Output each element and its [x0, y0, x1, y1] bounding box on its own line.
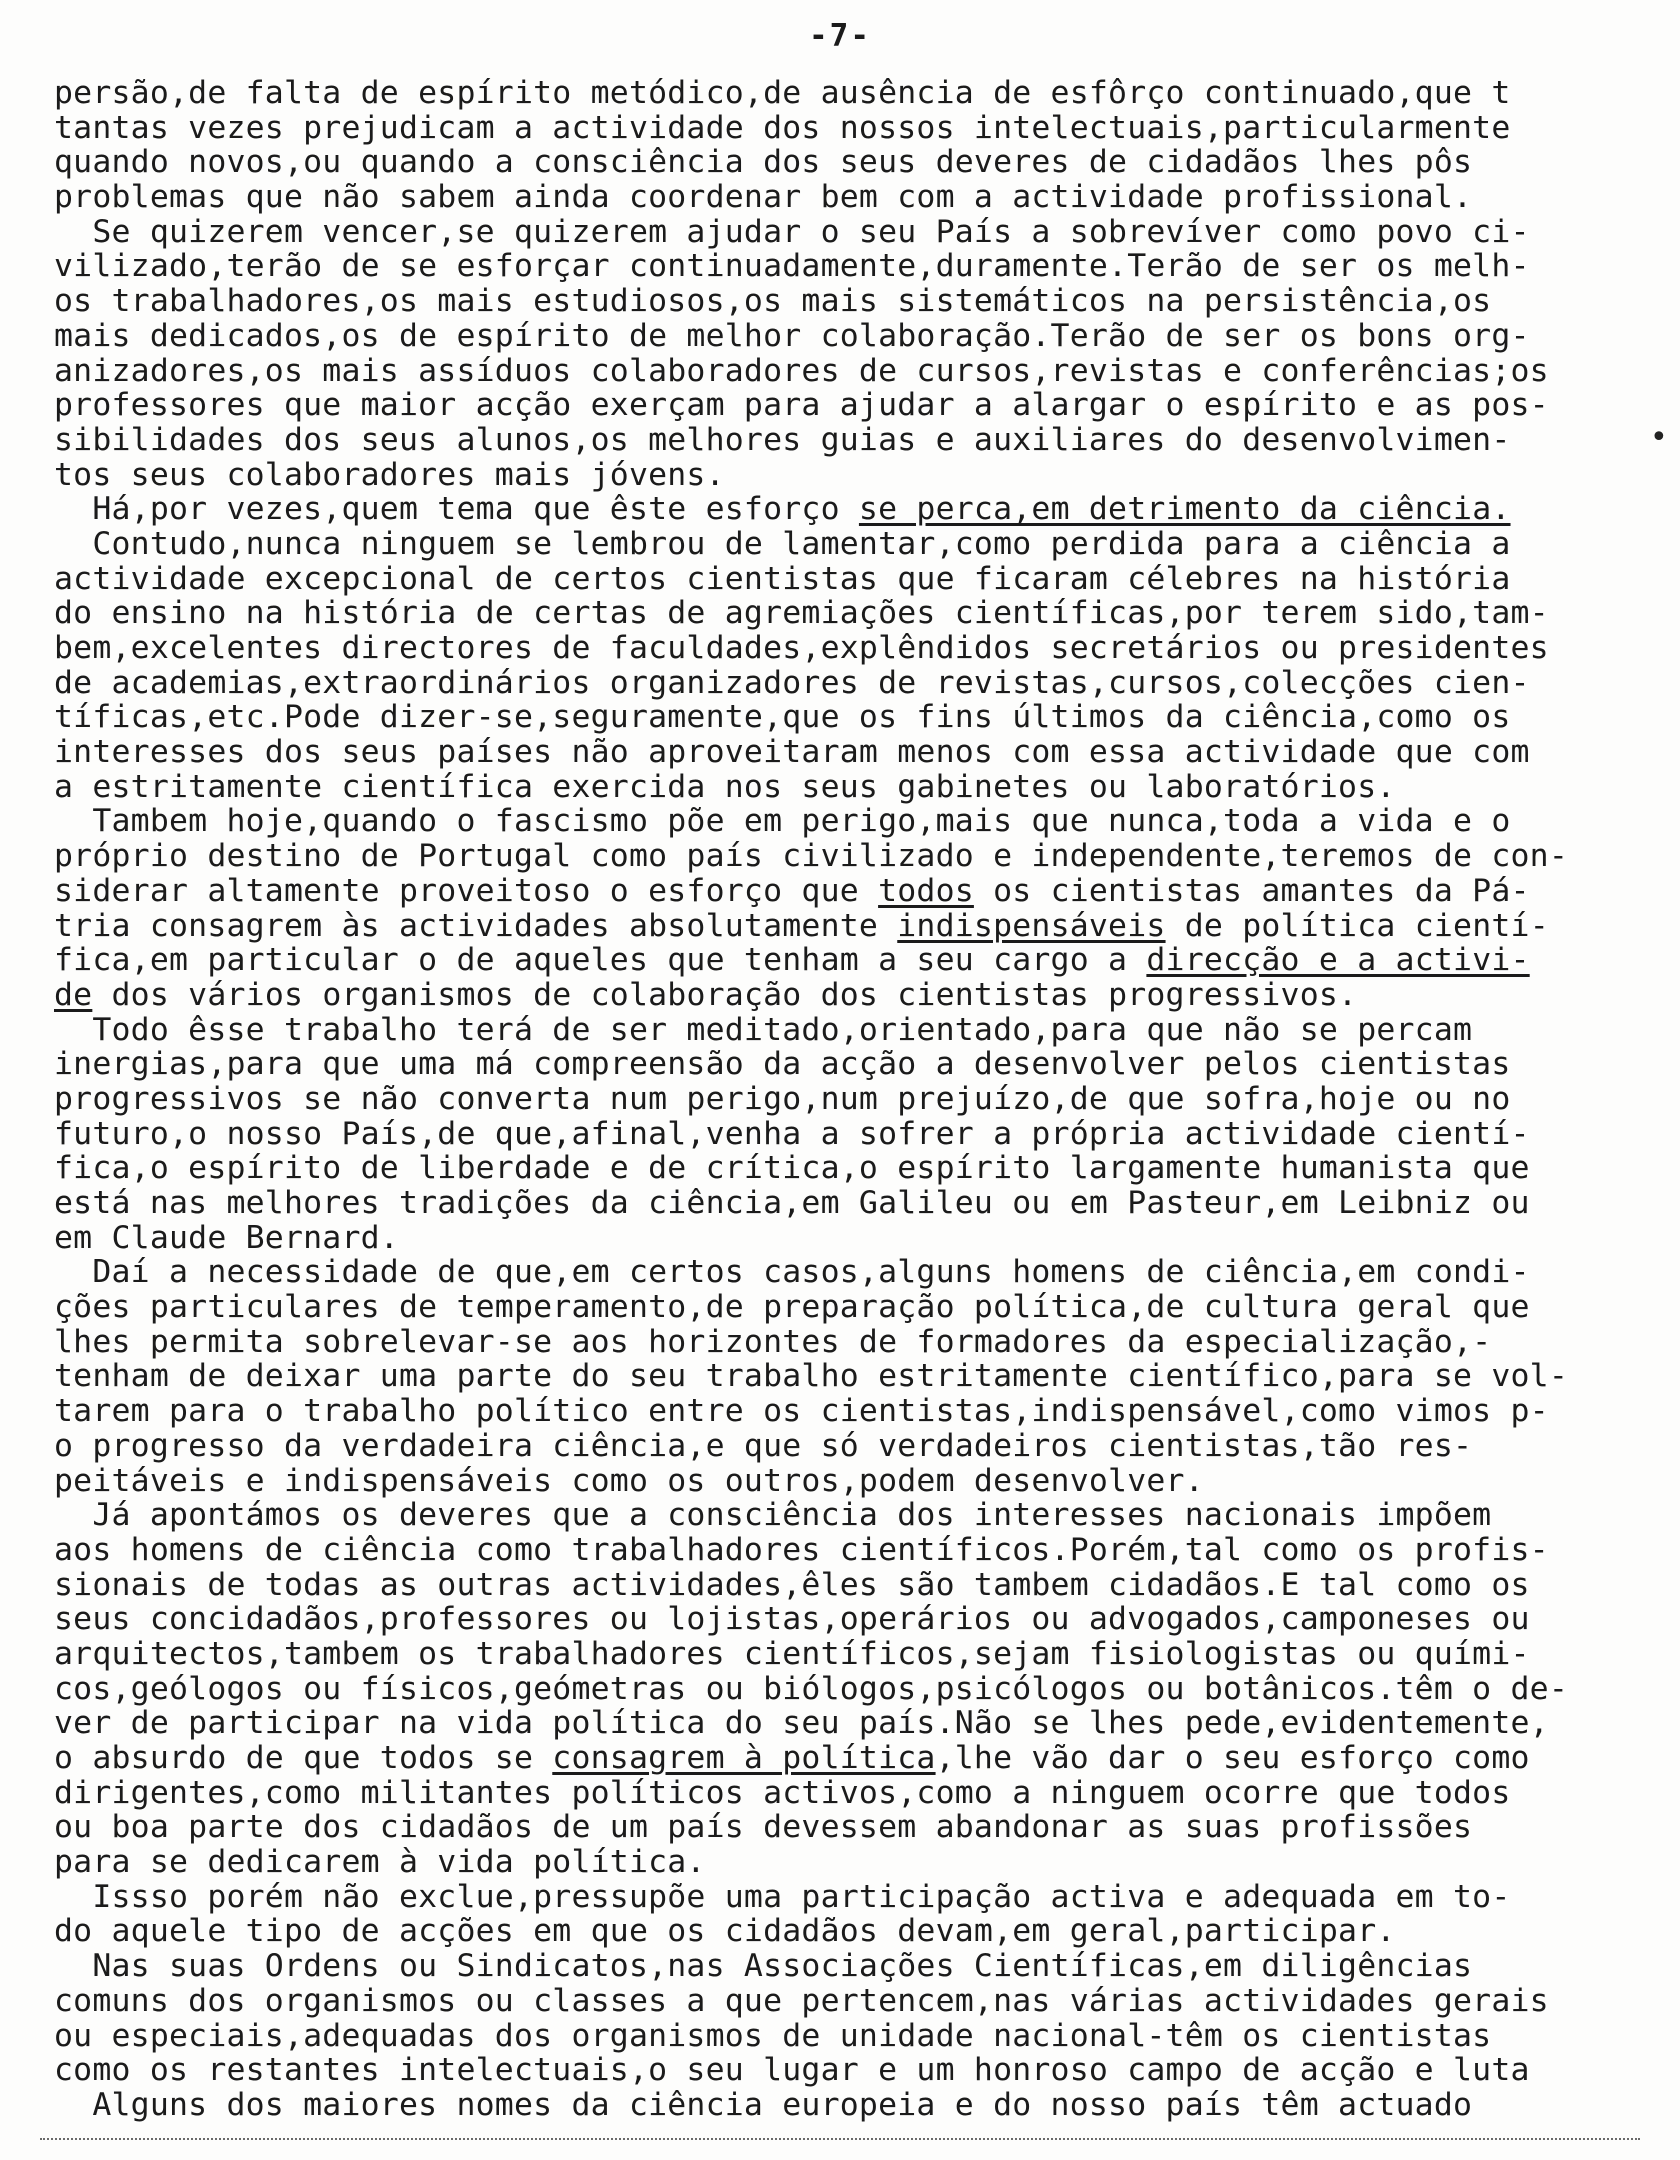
margin-ink-mark: • [1650, 420, 1668, 455]
text-line: do aquele tipo de acções em que os cidadãos devam,em geral,participar. [54, 1914, 1396, 1950]
text-line: de academias,extraordinários organizadores de revistas,cursos,colecções cien- [54, 665, 1530, 701]
page-number: -7- [809, 18, 871, 54]
text-line: Tambem hoje,quando o fascismo põe em perigo,mais que nunca,toda a vida e o [54, 804, 1511, 840]
text-line: do ensino na história de certas de agremiações científicas,por terem sido,tam- [54, 596, 1549, 631]
text-line: peitáveis e indispensáveis como os outros,podem desenvolver. [54, 1463, 1204, 1499]
text-line: anizadores,os mais assíduos colaboradores de cursos,revistas e conferências;os [54, 353, 1549, 389]
text-line: vilizado,terão de se esforçar continuadamente,duramente.Terão de ser os melh- [54, 249, 1530, 285]
text-line: Issso porém não exclue,pressupõe uma participação activa e adequada em to- [54, 1879, 1511, 1915]
underlined-phrase: de [54, 977, 93, 1013]
text-line: professores que maior acção exerçam para ajudar a alargar o espírito e as pos- [54, 388, 1549, 423]
text-line: progressivos se não converta num perigo,num prejuízo,de que sofra,hoje ou no [54, 1081, 1511, 1117]
text-line: tenham de deixar uma parte do seu trabalho estritamente científico,para se vol- [54, 1359, 1569, 1395]
text-line: em Claude Bernard. [54, 1220, 399, 1256]
text-line: comuns dos organismos ou classes a que pertencem,nas várias actividades gerais [54, 1983, 1549, 2019]
text-line: tos seus colaboradores mais jóvens. [54, 457, 725, 493]
text-line: aos homens de ciência como trabalhadores científicos.Porém,tal como os profis- [54, 1532, 1549, 1568]
text-line: para se dedicarem à vida política. [54, 1845, 706, 1880]
text-line: persão,de falta de espírito metódico,de ausência de esfôrço continuado,que t [54, 76, 1511, 111]
text-line: Daí a necessidade de que,em certos casos,alguns homens de ciência,em condi- [54, 1255, 1530, 1291]
text-line: ver de participar na vida política do seu país.Não se lhes pede,evidentemente, [54, 1706, 1549, 1741]
text-line: como os restantes intelectuais,o seu lugar e um honroso campo de acção e luta [54, 2053, 1530, 2088]
text-line: próprio destino de Portugal como país civilizado e independente,teremos de con- [54, 839, 1569, 874]
text-line: Todo êsse trabalho terá de ser meditado,orientado,para que não se percam [54, 1012, 1473, 1048]
text-line: mais dedicados,os de espírito de melhor colaboração.Terão de ser os bons org- [54, 318, 1530, 354]
underlined-phrase: indispensáveis [897, 908, 1166, 944]
footer-rule [40, 2138, 1640, 2140]
text-line: bem,excelentes directores de faculdades,explêndidos secretários ou presidentes [54, 631, 1549, 666]
text-line: sionais de todas as outras actividades,êles são tambem cidadãos.E tal como os [54, 1567, 1530, 1603]
text-line: de dos vários organismos de colaboração dos cientistas progressivos. [54, 977, 1358, 1013]
text-line: lhes permita sobrelevar-se aos horizontes de formadores da especialização,- [54, 1324, 1492, 1360]
text-line: está nas melhores tradições da ciência,em Galileu ou em Pasteur,em Leibniz ou [54, 1186, 1530, 1221]
text-line: ou boa parte dos cidadãos de um país devessem abandonar as suas profissões [54, 1810, 1473, 1846]
text-line: dirigentes,como militantes políticos activos,como a ninguem ocorre que todos [54, 1775, 1511, 1811]
text-line: ou especiais,adequadas dos organismos de unidade nacional-têm os cientistas [54, 2018, 1492, 2054]
underlined-phrase: se perca,em detrimento da ciência. [858, 492, 1511, 527]
text-line: Se quizerem vencer,se quizerem ajudar o seu País a sobrevíver como povo ci- [54, 214, 1530, 250]
text-line: os trabalhadores,os mais estudiosos,os mais sistemáticos na persistência,os [54, 284, 1492, 319]
text-line: arquitectos,tambem os trabalhadores científicos,sejam fisiologistas ou quími- [54, 1636, 1530, 1672]
text-line: quando novos,ou quando a consciência dos seus deveres de cidadãos lhes pôs [54, 145, 1473, 181]
text-line: Contudo,nunca ninguem se lembrou de lamentar,como perdida para a ciência a [54, 526, 1511, 562]
text-line: ções particulares de temperamento,de preparação política,de cultura geral que [54, 1290, 1530, 1325]
text-line: Nas suas Ordens ou Sindicatos,nas Associações Científicas,em diligências [54, 1949, 1473, 1984]
text-line: Há,por vezes,quem tema que êste esforço se perca,em detrimento da ciência. [54, 492, 1511, 527]
text-line: inergias,para que uma má compreensão da acção a desenvolver pelos cientistas [54, 1047, 1511, 1082]
text-line: problemas que não sabem ainda coordenar bem com a actividade profissional. [54, 180, 1473, 215]
text-line: tantas vezes prejudicam a actividade dos nossos intelectuais,particularmente [54, 110, 1511, 146]
text-line: o absurdo de que todos se consagrem à política,lhe vão dar o seu esforço como [54, 1741, 1530, 1776]
text-line: sibilidades dos seus alunos,os melhores guias e auxiliares do desenvolvimen- [54, 422, 1511, 458]
text-line: tria consagrem às actividades absolutamente indispensáveis de política cientí- [54, 908, 1549, 944]
text-line: tíficas,etc.Pode dizer-se,seguramente,que os fins últimos da ciência,como os [54, 700, 1511, 736]
text-line: cos,geólogos ou físicos,geómetras ou biólogos,psicólogos ou botânicos.têm o de- [54, 1671, 1569, 1707]
body-text [54, 76, 1654, 2123]
text-line: interesses dos seus países não aproveitaram menos com essa actividade que com [54, 735, 1530, 770]
underlined-phrase: todos [878, 873, 974, 909]
text-line: Alguns dos maiores nomes da ciência europeia e do nosso país têm actuado [54, 2087, 1473, 2123]
text-line: Já apontámos os deveres que a consciência dos interesses nacionais impõem [54, 1498, 1492, 1533]
text-line: siderar altamente proveitoso o esforço que todos os cientistas amantes da Pá- [54, 873, 1530, 909]
underlined-phrase: consagrem à política [552, 1741, 936, 1776]
text-line: seus concidadãos,professores ou lojistas,operários ou advogados,camponeses ou [54, 1602, 1530, 1637]
underlined-phrase: direcção e a activi- [1146, 943, 1530, 978]
text-line: o progresso da verdadeira ciência,e que só verdadeiros cientistas,tão res- [54, 1428, 1473, 1464]
text-line: fica,em particular o de aqueles que tenham a seu cargo a direcção e a activi- [54, 943, 1530, 978]
text-line: tarem para o trabalho político entre os cientistas,indispensável,como vimos p- [54, 1394, 1549, 1429]
text-line: futuro,o nosso País,de que,afinal,venha a sofrer a própria actividade cientí- [54, 1116, 1530, 1152]
text-line: fica,o espírito de liberdade e de crítica,o espírito largamente humanista que [54, 1151, 1530, 1186]
text-line: a estritamente científica exercida nos seus gabinetes ou laboratórios. [54, 769, 1396, 805]
text-line: actividade excepcional de certos cientistas que ficaram célebres na história [54, 561, 1511, 597]
